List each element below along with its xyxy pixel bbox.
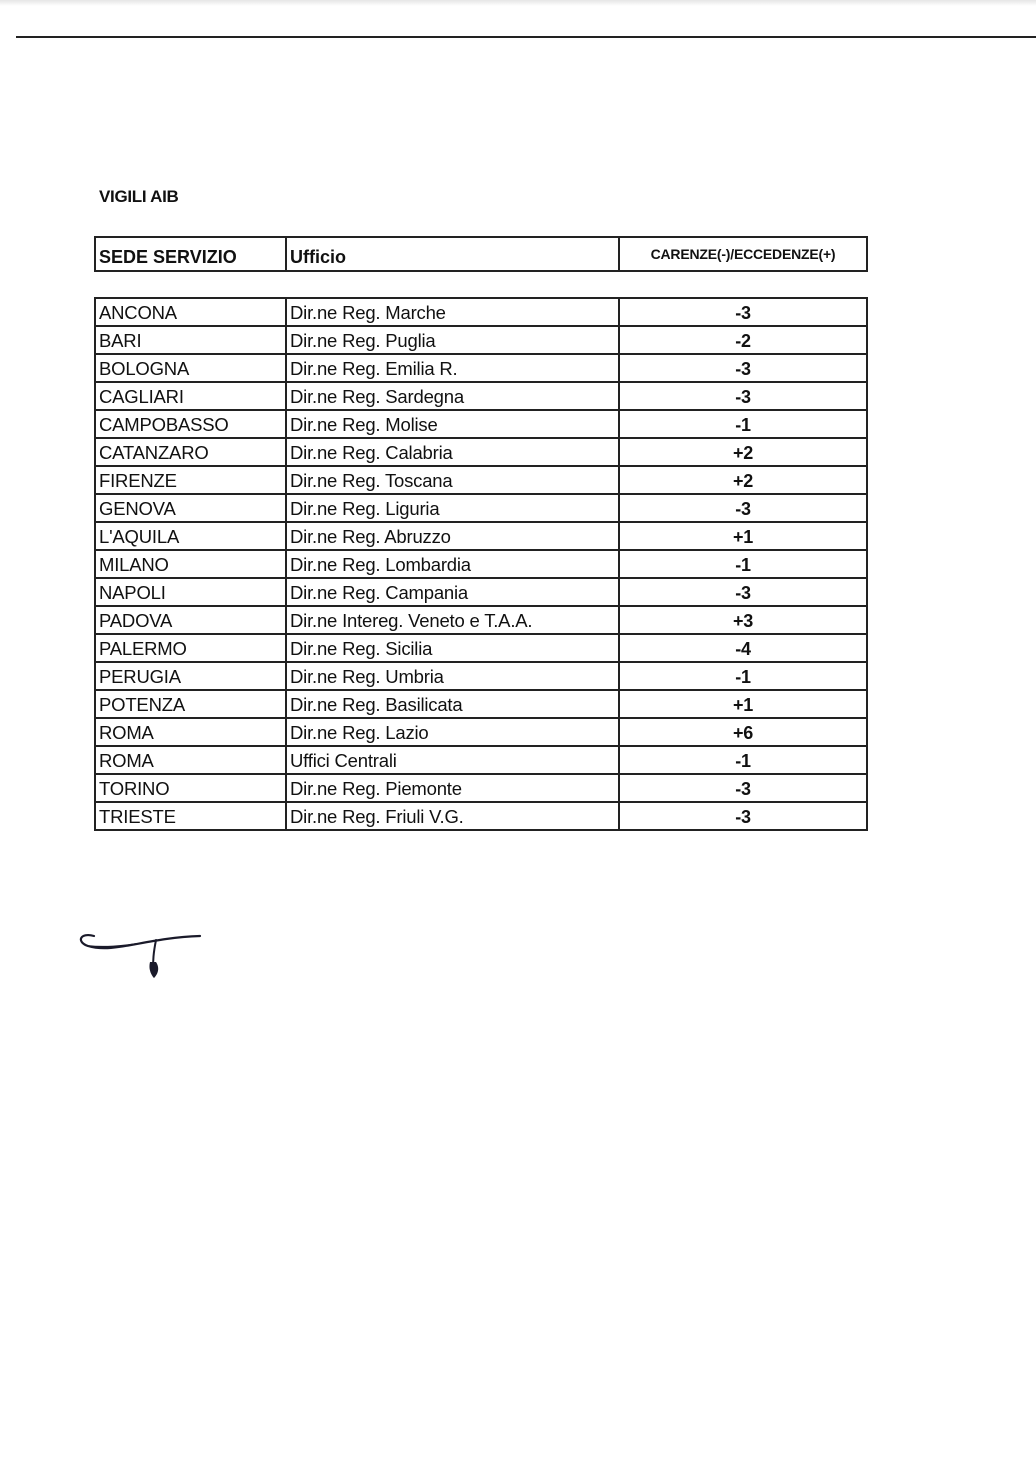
cell-sede: BOLOGNA [95, 354, 286, 382]
cell-sede: L'AQUILA [95, 522, 286, 550]
table-row [95, 326, 867, 354]
cell-ufficio: Dir.ne Reg. Toscana [286, 466, 619, 494]
cell-valore: -3 [619, 354, 867, 382]
cell-sede: TRIESTE [95, 802, 286, 830]
cell-ufficio: Dir.ne Reg. Lombardia [286, 550, 619, 578]
cell-sede: POTENZA [95, 690, 286, 718]
table-row [95, 662, 867, 690]
cell-ufficio: Dir.ne Reg. Liguria [286, 494, 619, 522]
section-title: VIGILI AIB [99, 187, 179, 206]
table-row [95, 606, 867, 634]
cell-valore: +1 [619, 690, 867, 718]
cell-ufficio: Dir.ne Reg. Abruzzo [286, 522, 619, 550]
cell-valore: +1 [619, 522, 867, 550]
header-ufficio: Ufficio [286, 237, 619, 271]
cell-sede: CAMPOBASSO [95, 410, 286, 438]
table-row [95, 802, 867, 830]
header-carenze-eccedenze: CARENZE(-)/ECCEDENZE(+) [619, 237, 867, 271]
cell-sede: GENOVA [95, 494, 286, 522]
cell-valore: +6 [619, 718, 867, 746]
header-sede: SEDE SERVIZIO [95, 237, 286, 271]
cell-valore: -3 [619, 494, 867, 522]
cell-ufficio: Dir.ne Reg. Emilia R. [286, 354, 619, 382]
table-row [95, 522, 867, 550]
cell-ufficio: Dir.ne Reg. Basilicata [286, 690, 619, 718]
table-row [95, 494, 867, 522]
cell-sede: PERUGIA [95, 662, 286, 690]
cell-valore: -3 [619, 382, 867, 410]
table-row [95, 634, 867, 662]
cell-valore: -1 [619, 550, 867, 578]
cell-ufficio: Dir.ne Reg. Sicilia [286, 634, 619, 662]
table-row [95, 298, 867, 326]
scan-edge [0, 0, 1036, 6]
table-row [95, 690, 867, 718]
cell-valore: -3 [619, 774, 867, 802]
cell-sede: ANCONA [95, 298, 286, 326]
cell-ufficio: Dir.ne Reg. Molise [286, 410, 619, 438]
cell-ufficio: Dir.ne Reg. Umbria [286, 662, 619, 690]
cell-ufficio: Dir.ne Reg. Sardegna [286, 382, 619, 410]
cell-ufficio: Dir.ne Reg. Puglia [286, 326, 619, 354]
header-table [94, 236, 868, 272]
cell-ufficio: Dir.ne Reg. Friuli V.G. [286, 802, 619, 830]
table-row [95, 382, 867, 410]
table-row [95, 466, 867, 494]
cell-sede: CAGLIARI [95, 382, 286, 410]
cell-sede: ROMA [95, 718, 286, 746]
cell-valore: -4 [619, 634, 867, 662]
cell-sede: TORINO [95, 774, 286, 802]
cell-ufficio: Dir.ne Intereg. Veneto e T.A.A. [286, 606, 619, 634]
table-row [95, 550, 867, 578]
cell-valore: -3 [619, 298, 867, 326]
cell-valore: +2 [619, 466, 867, 494]
cell-ufficio: Dir.ne Reg. Calabria [286, 438, 619, 466]
cell-valore: -1 [619, 662, 867, 690]
table-row [95, 774, 867, 802]
cell-sede: PALERMO [95, 634, 286, 662]
cell-sede: MILANO [95, 550, 286, 578]
header-row [95, 237, 867, 271]
cell-sede: CATANZARO [95, 438, 286, 466]
handwritten-signature [74, 918, 214, 988]
cell-valore: -3 [619, 578, 867, 606]
table-row [95, 438, 867, 466]
cell-valore: -3 [619, 802, 867, 830]
cell-sede: ROMA [95, 746, 286, 774]
cell-ufficio: Dir.ne Reg. Campania [286, 578, 619, 606]
cell-ufficio: Dir.ne Reg. Piemonte [286, 774, 619, 802]
cell-valore: +2 [619, 438, 867, 466]
top-rule [16, 36, 1036, 38]
cell-sede: FIRENZE [95, 466, 286, 494]
table-row [95, 354, 867, 382]
cell-sede: BARI [95, 326, 286, 354]
cell-valore: -2 [619, 326, 867, 354]
table-row [95, 718, 867, 746]
cell-ufficio: Dir.ne Reg. Lazio [286, 718, 619, 746]
cell-valore: -1 [619, 746, 867, 774]
cell-ufficio: Dir.ne Reg. Marche [286, 298, 619, 326]
data-table [94, 297, 868, 831]
cell-sede: NAPOLI [95, 578, 286, 606]
cell-sede: PADOVA [95, 606, 286, 634]
table-row [95, 410, 867, 438]
table-row [95, 578, 867, 606]
cell-valore: -1 [619, 410, 867, 438]
table-row [95, 746, 867, 774]
cell-ufficio: Uffici Centrali [286, 746, 619, 774]
cell-valore: +3 [619, 606, 867, 634]
